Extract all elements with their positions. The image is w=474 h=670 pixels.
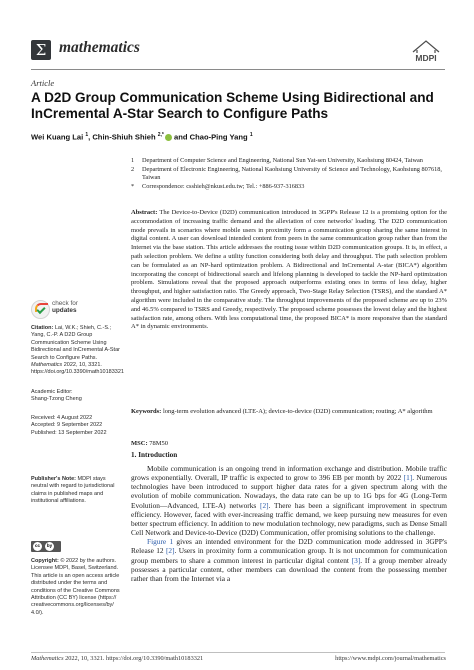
accepted-date: Accepted: 9 September 2022 (31, 422, 103, 429)
publisher-note: Publisher's Note: MDPI stays neutral with regard to jurisdictional claims in published maps and institutional affiliations. (31, 476, 115, 505)
check-updates-icon (31, 300, 50, 319)
msc (131, 440, 447, 449)
abstract-label: Abstract: (131, 209, 158, 216)
author-affiliation-mark: 2,* (157, 132, 164, 138)
citation-block: Citation: Lai, W.K.; Shieh, C.-S.; Yang, C.-P. A D2D Group Communication Scheme Using Bidirectional and InCremental A-Star Search to Configure Paths. Mathematics 2022, 10, 3321. https://doi.org/10.3390/math10183321 (31, 325, 124, 376)
reference-link[interactable]: [1] (403, 473, 413, 483)
author-name[interactable]: Chin-Shiuh Shieh (92, 132, 156, 142)
publisher-name: MDPI (415, 53, 437, 63)
reference-link[interactable]: [2] (165, 546, 175, 556)
affiliation-item: 2 Department of Electronic Engineering, National Kaohsiung University of Science and Technology, Kaohsiung 807618, Taiwan (131, 165, 442, 182)
dates-block (31, 415, 123, 437)
paragraph: Mobile communication is an ongoing trend in information exchange and distribution. Mobile traffic grows exponentially. Overall, IP traffic is expected to grow to 396 EB per month by 2022 [1]. Numerous technologies have been introduced to support higher data rates for a given spectrum along with the evolution of mobile communication. Nowadays, the data rate can be up to 1G bps for 4G (Long-Term Evolution—Advanced, LTE-A) networks [2]. There has been a significant improvement in spectrum efficiency. However, faced with ever-increasing traffic demand, we keep pursuing new measures for even better spectrum efficiency. In addition to new modulation technology, new paradigms, such as Dense Small Cell Network and Device-to-Device (D2D) Communication, offer promising solutions to the challenge. (131, 464, 448, 538)
received-date: Received: 4 August 2022 (31, 415, 93, 421)
author-list: Wei Kuang Lai $^1$, Chin-Shiuh Shieh $^{2,*}$ and Chao-Ping Yang $^1$ (31, 132, 253, 142)
msc-code: 78M50 (149, 440, 169, 447)
reference-link[interactable]: [2] (260, 500, 269, 510)
author-name[interactable]: Wei Kuang Lai (31, 132, 84, 142)
academic-editor: Academic Editor: Shang-Tzong Cheng (31, 389, 82, 403)
introduction-body (131, 464, 447, 583)
copyright-block: Copyright: © 2022 by the authors. Licensee MDPI, Basel, Switzerland. This article is an open access article distributed under the terms and conditions of the Creative Commons Attribution (CC BY) license (https:// creativecommons.org/licenses/by/ 4.0/). (31, 558, 120, 616)
keywords-text: long-term evolution advanced (LTE-A); device-to-device (D2D) communication; routing; A* algorithm (162, 408, 433, 415)
affiliation-item: 1 Department of Computer Science and Engineering, National Sun Yat-sen University, Kaohsiung 80424, Taiwan (131, 157, 423, 164)
paragraph: Figure 1 gives an intended environment for the D2D communication mode addressed in 3GPP's Release 12 [2]. Users in proximity form a communication group. It is not uncommon for communication group members to share a common interest in particular digital content [3]. If a group member already possesses a particular content, other members can download the content from the possessing member rather than from the Internet via a (131, 537, 447, 583)
header-divider (31, 69, 445, 70)
mdpi-icon[interactable] (406, 39, 446, 64)
author-affiliation-mark: 1 (249, 132, 253, 138)
check-for-updates-button[interactable]: check for updates (31, 299, 81, 321)
footer-divider (31, 652, 445, 653)
keywords-label: Keywords: (131, 408, 162, 415)
footer-journal-link[interactable]: https://www.mdpi.com/journal/mathematics (335, 655, 446, 662)
orcid-icon[interactable] (165, 134, 172, 141)
keywords (131, 408, 447, 417)
citation-doi[interactable]: 2022, 10, 3321. https://doi.org/10.3390/math10183321 (31, 362, 124, 376)
cc-by-icon[interactable]: cc by (31, 541, 61, 552)
journal-logo-icon: Σ (31, 40, 51, 60)
author-affiliation-mark: 1 (85, 132, 89, 138)
footer-citation: Mathematics 2022, 10, 3321. https://doi.org/10.3390/math10183321 (31, 655, 204, 662)
article-title: A D2D Group Communication Scheme Using Bidirectional and InCremental A-Star Search to Configure Paths (31, 90, 434, 121)
abstract-text: The Device-to-Device (D2D) communication introduced in 3GPP's Release 12 is a promising option for the accommodation of increasing traffic demand and the alleviation of core networks' loading. The D2D communication mode prevails in scenarios where mobile users in proximity form a communication group sharing the same interest in digital content. A user can download intended content from peers in the same communication group rather than from the Internet via the base station. This article addresses the routing issue within D2D communication groups. It is, in effect, a path selection problem. We define a utility function considering both delay and throughput. The path selection problem can be formulated as an NP-hard optimization problem. A Bidirectional and InCremental A-star (BICA*) algorithm incorporating the concept of bidirectional search and lifelong planning is developed to tackle the NP-hard optimization problem. Simulations reveal that the proposed approach outperforms existing ones in terms of less delay, higher throughput, and higher satisfaction ratio. The Greedy approach, Two-Stage Relay Selection (TSRS), and the standard A* algorithm were included in the comparative study. The throughput improvements of the proposed scheme are up to 23% and 46.5% compared to TSRS and Greedy, respectively. The proposed scheme possesses the lowest delay and the highest satisfaction rate, among others. With less computational time, the proposed BICA* is more responsive than the standard A* in dynamic environments. (131, 209, 447, 331)
journal-name[interactable]: mathematics (59, 39, 140, 56)
article-type: Article (31, 78, 55, 88)
figure-link[interactable]: Figure 1 (147, 537, 174, 547)
abstract (131, 209, 447, 332)
published-date: Published: 13 September 2022 (31, 429, 107, 436)
reference-link[interactable]: [3] (351, 555, 361, 565)
correspondence: * Correspondence: csshieh@nkust.edu.tw; Tel.: +886-937-316833 (131, 182, 305, 190)
msc-label: MSC: (131, 440, 148, 447)
affiliations (131, 157, 451, 191)
author-name[interactable]: Chao-Ping Yang (189, 132, 248, 142)
citation-label: Citation: (31, 325, 54, 331)
section-heading-introduction: 1. Introduction (131, 451, 178, 459)
